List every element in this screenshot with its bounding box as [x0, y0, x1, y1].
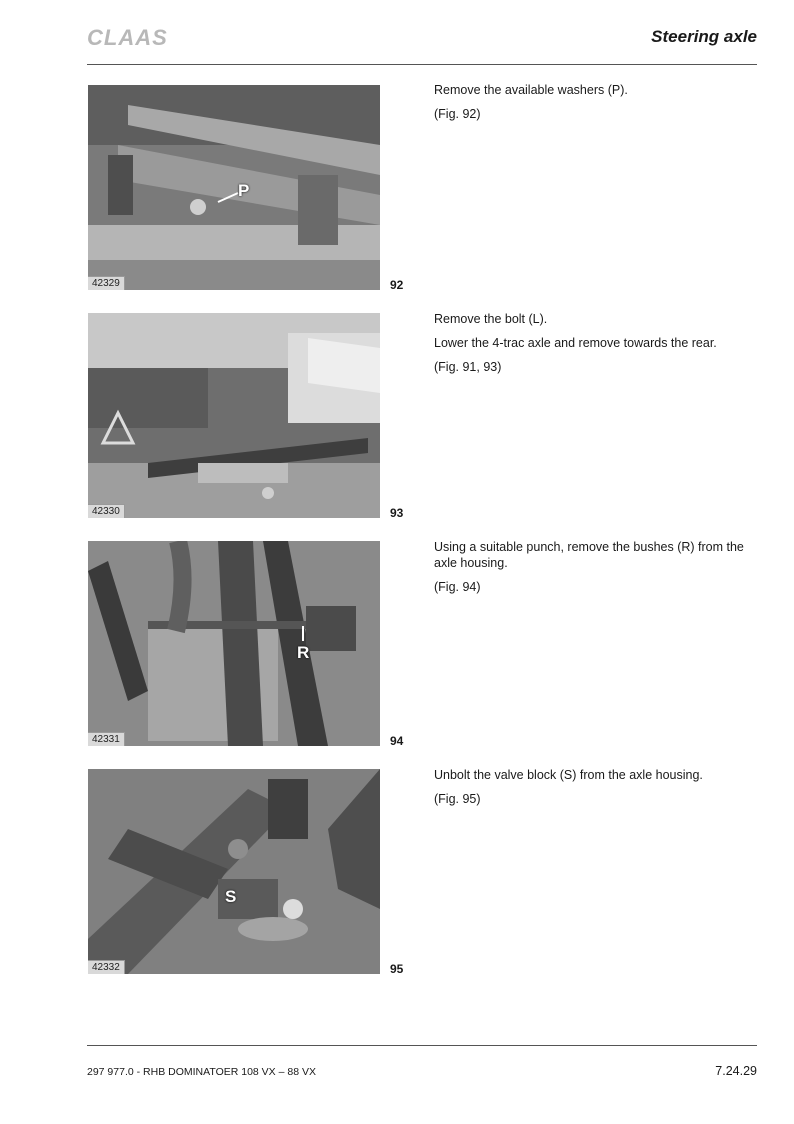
image-id: 42332 [88, 960, 125, 974]
instruction-line: Unbolt the valve block (S) from the axle housing. [434, 768, 703, 782]
instruction-line: Remove the bolt (L). [434, 312, 548, 326]
image-id: 42330 [88, 504, 125, 518]
figure-photo-1 [88, 85, 380, 290]
figure-reference: (Fig. 92) [434, 107, 481, 121]
figure-photo-3 [88, 541, 380, 746]
callout-label: S [225, 887, 237, 906]
figure-photo-4 [88, 769, 380, 974]
callout-label: P [238, 181, 250, 200]
section-title: Steering axle [651, 27, 757, 46]
figure-reference: (Fig. 95) [434, 792, 481, 806]
instruction-block [434, 82, 754, 130]
image-id: 42329 [88, 276, 125, 290]
photo-valve-block [88, 769, 380, 974]
footer-divider [87, 1045, 757, 1046]
claas-logo [87, 26, 187, 50]
header-divider [87, 64, 757, 65]
instruction-block [434, 767, 754, 815]
figure-reference: (Fig. 94) [434, 580, 481, 594]
image-id: 42331 [88, 732, 125, 746]
photo-axle-washers [88, 85, 380, 290]
instruction-block [434, 539, 754, 603]
photo-axle-lowering [88, 313, 380, 518]
instruction-block [434, 311, 754, 383]
callout-label: R [297, 643, 310, 662]
figure-number: 94 [390, 734, 404, 748]
figure-photo-2 [88, 313, 380, 518]
figure-number: 92 [390, 278, 404, 292]
document-reference: 297 977.0 - RHB DOMINATOER 108 VX – 88 VX [87, 1066, 316, 1078]
instruction-line: Using a suitable punch, remove the bushes (R) from the axle housing. [434, 540, 744, 570]
figure-number: 95 [390, 962, 404, 976]
instruction-line: Remove the available washers (P). [434, 83, 628, 97]
logo-text: CLAAS [87, 26, 168, 50]
figure-number: 93 [390, 506, 404, 520]
figure-reference: (Fig. 91, 93) [434, 360, 502, 374]
photo-bushes-removal [88, 541, 380, 746]
instruction-line: Lower the 4-trac axle and remove towards the rear. [434, 336, 717, 350]
page-number: 7.24.29 [715, 1064, 757, 1078]
